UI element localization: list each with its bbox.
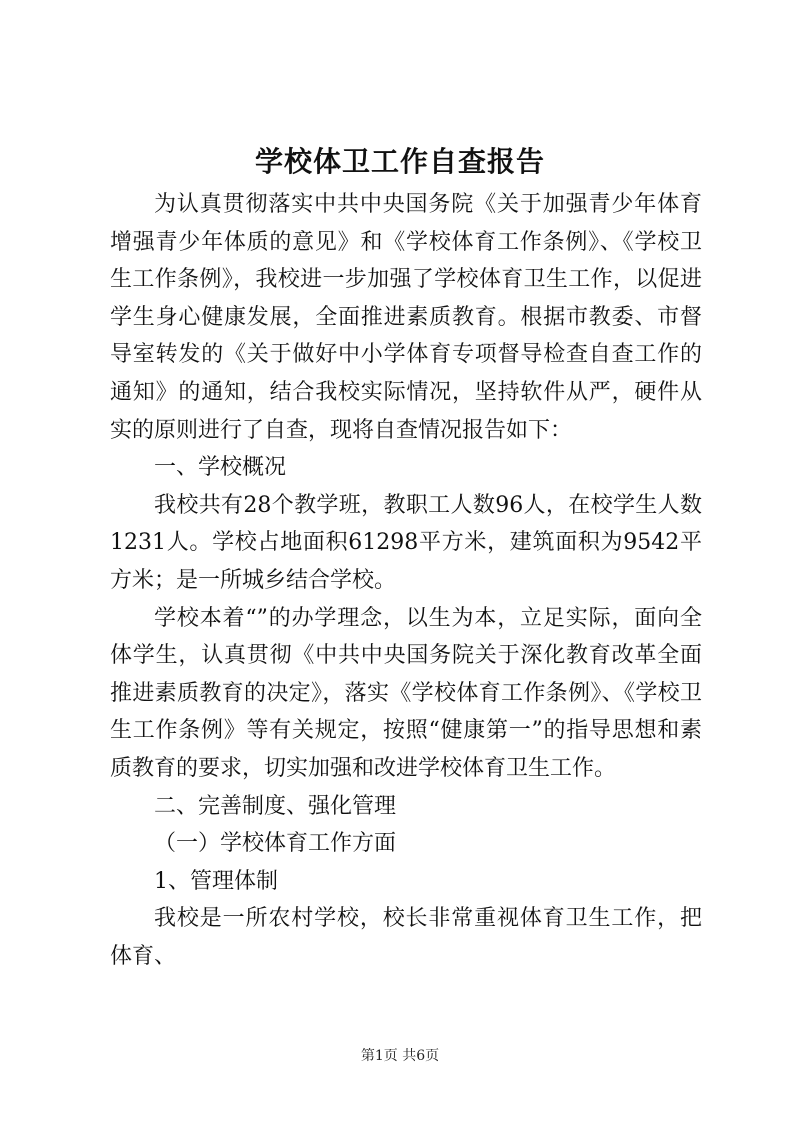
section-heading-school-overview: 一、学校概况 — [154, 455, 287, 481]
section-heading-management: 二、完善制度、强化管理 — [154, 793, 397, 819]
item-heading-management-system: 1、管理体制 — [154, 868, 278, 894]
subsection-heading-sports: （一）学校体育工作方面 — [154, 831, 397, 857]
page-footer: 第1页 共6页 — [360, 1048, 440, 1064]
paragraph-management-system: 我校是一所农村学校，校长非常重视体育卫生工作，把体育、 — [110, 906, 702, 969]
document-title: 学校体卫工作自查报告 — [254, 145, 545, 178]
paragraph-school-stats: 我校共有28个教学班，教职工人数96人，在校学生人数1231人。学校占地面积61298平方米，建筑面积为9542平方米；是一所城乡结合学校。 — [110, 492, 702, 593]
paragraph-intro: 为认真贯彻落实中共中央国务院《关于加强青少年体育增强青少年体质的意见》和《学校体育工作条例》、《学校卫生工作条例》，我校进一步加强了学校体育卫生工作，以促进学生身心健康发展，全面推进素质教育。根据市教委、市督导室转发的《关于做好中小学体育专项督导检查自查工作的通知》的通知，结合我校实际情况，坚持软件从严，硬件从实的原则进行了自查，现将自查情况报告如下： — [110, 192, 702, 443]
paragraph-school-philosophy: 学校本着“”的办学理念，以生为本，立足实际，面向全体学生，认真贯彻《中共中央国务院关于深化教育改革全面推进素质教育的决定》，落实《学校体育工作条例》、《学校卫生工作条例》等有关规定，按照“健康第一”的指导思想和素质教育的要求，切实加强和改进学校体育卫生工作。 — [110, 605, 702, 781]
document-body — [110, 186, 702, 975]
